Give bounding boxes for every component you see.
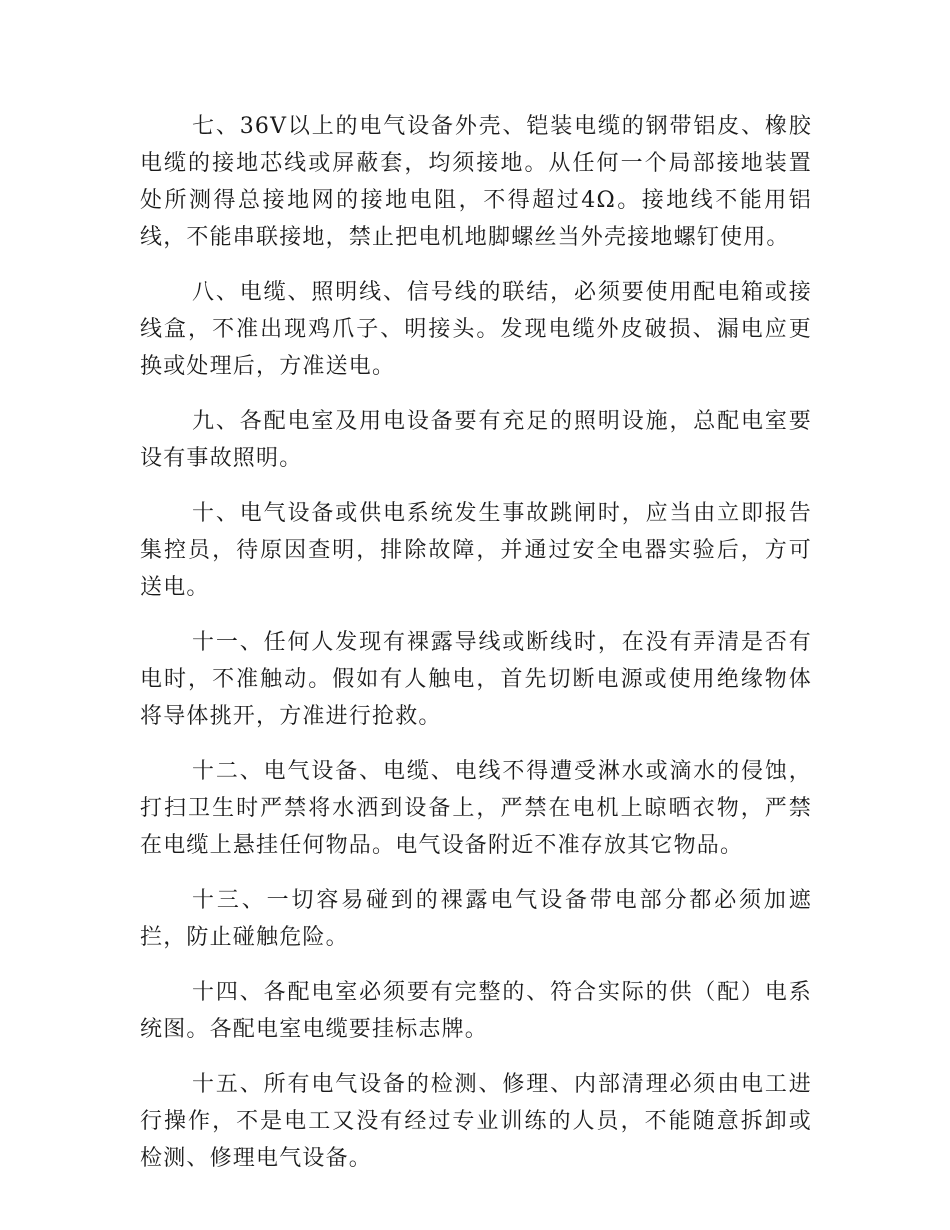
paragraph-13: 十三、一切容易碰到的裸露电气设备带电部分都必须加遮拦，防止碰触危险。 (140, 888, 812, 950)
paragraph-14: 十四、各配电室必须要有完整的、符合实际的供（配）电系统图。各配电室电缆要挂标志牌。 (140, 980, 812, 1042)
paragraph-8: 八、电缆、照明线、信号线的联结，必须要使用配电箱或接线盒，不准出现鸡爪子、明接头。发现电缆外皮破损、漏电应更换或处理后，方准送电。 (140, 280, 812, 379)
paragraph-7: 七、36V以上的电气设备外壳、铠装电缆的钢带铝皮、橡胶电缆的接地芯线或屏蔽套，均须接地。从任何一个局部接地装置处所测得总接地网的接地电阻，不得超过4Ω。接地线不能用铝线，不能串联接地，禁止把电机地脚螺丝当外壳接地螺钉使用。 (140, 114, 812, 250)
paragraph-15: 十五、所有电气设备的检测、修理、内部清理必须由电工进行操作，不是电工又没有经过专业训练的人员，不能随意拆卸或检测、修理电气设备。 (140, 1072, 812, 1171)
paragraph-10: 十、电气设备或供电系统发生事故跳闸时，应当由立即报告集控员，待原因查明，排除故障，并通过安全电器实验后，方可送电。 (140, 501, 812, 600)
paragraph-12: 十二、电气设备、电缆、电线不得遭受淋水或滴水的侵蚀，打扫卫生时严禁将水洒到设备上，严禁在电机上晾晒衣物，严禁在电缆上悬挂任何物品。电气设备附近不准存放其它物品。 (140, 759, 812, 858)
paragraph-9: 九、各配电室及用电设备要有充足的照明设施，总配电室要设有事故照明。 (140, 409, 812, 471)
paragraph-11: 十一、任何人发现有裸露导线或断线时，在没有弄清是否有电时，不准触动。假如有人触电，首先切断电源或使用绝缘物体将导体挑开，方准进行抢救。 (140, 630, 812, 729)
